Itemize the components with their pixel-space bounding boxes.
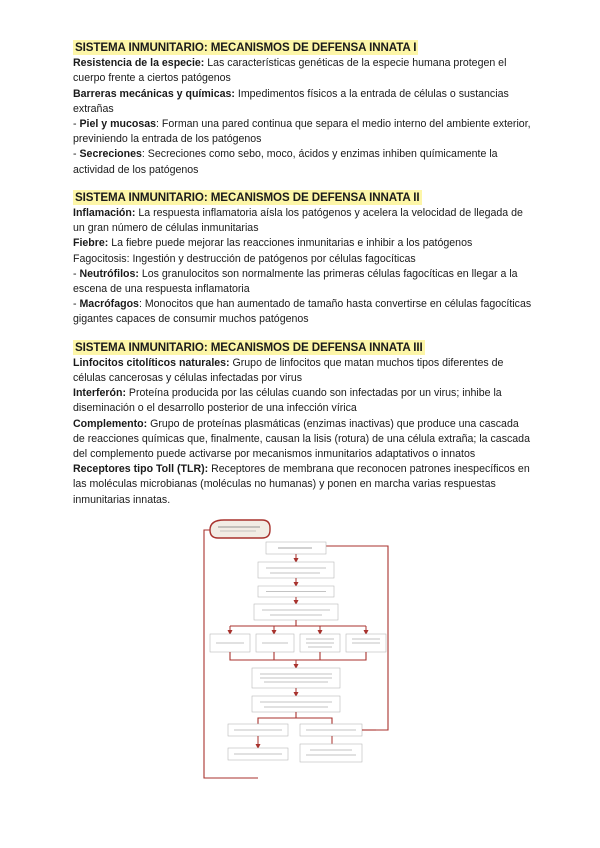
innate-response-flowchart [200,516,396,786]
paragraph: - Secreciones: Secreciones como sebo, moco, ácidos y enzimas inhiben químicamente la actividad de los patógenos [73,148,498,176]
document-body [73,40,533,520]
section-title: SISTEMA INMUNITARIO: MECANISMOS DE DEFENSA INNATA II [75,190,420,204]
paragraph: - Macrófagos: Monocitos que han aumentado de tamaño hasta convertirse en células fagocíticas gigantes capaces de consumir muchos patógenos [73,298,532,326]
paragraph [73,252,533,267]
definition: La fiebre puede mejorar las reacciones inmunitarias e inhibir a los patógenos [108,237,473,250]
feedback-loop-left [204,530,258,778]
flow-box-4 [254,604,338,620]
section-innate-defense-1 [73,40,533,178]
paragraph: - Piel y mucosas: Forman una pared continua que separa el medio interno del ambiente exterior, previniendo la entrada de los patógenos [73,118,531,146]
paragraph [73,87,533,117]
term: Fiebre: [73,237,109,250]
paragraph [73,462,533,508]
term: Interferón: [73,387,126,400]
definition: Impedimentos físicos a la entrada de células o sustancias extrañas [73,87,509,115]
flow-box-9b [300,744,362,762]
flowchart-header [210,520,270,538]
section-innate-defense-2 [73,190,533,328]
paragraph [73,356,533,386]
split-connector [258,712,332,724]
term: Complemento: [73,417,148,430]
term: Neutrófilos: [79,267,139,280]
term: Inflamación: [73,207,136,220]
term: Linfocitos citolíticos naturales: [73,356,230,369]
definition: La respuesta inflamatoria aísla los patógenos y acelera la velocidad de llegada de un gran número de células inmunitarias [73,207,523,235]
term: Secreciones [79,148,142,161]
definition: Grupo de proteínas plasmáticas (enzimas inactivas) que produce una cascada de reacciones químicas que, finalmente, causan la lisis (rotura) de una célula extraña; la cascada del complemento puede activarse por mecanismos inmunitarios adaptativos o innatos [73,417,530,461]
flow-box-7 [252,696,340,712]
definition: : Forman una pared continua que separa el medio interno del ambiente exterior, previniendo la entrada de los patógenos [73,118,531,146]
definition: Fagocitosis: Ingestión y destrucción de patógenos por células fagocíticas [73,252,416,265]
definition: Receptores de membrana que reconocen patrones inespecíficos en las moléculas microbianas (moléculas no humanas) y ponen en marcha varias respuestas inmunitarias innatas. [73,463,530,506]
term: Receptores tipo Toll (TLR): [73,463,209,476]
definition: : Monocitos que han aumentado de tamaño hasta convertirse en células fagocíticas gigantes capaces de consumir muchos patógenos [73,298,532,326]
paragraph: - Neutrófilos: Los granulocitos son normalmente las primeras células fagocíticas en llegar a la escena de una respuesta inflamatoria [73,267,518,296]
paragraph [73,206,533,236]
section-title: SISTEMA INMUNITARIO: MECANISMOS DE DEFENSA INNATA III [75,340,423,354]
paragraph [73,236,533,251]
definition: Las características genéticas de la especie humana protegen el cuerpo frente a ciertos patógenos [73,57,507,85]
term: Macrófagos [79,298,139,311]
paragraph [73,386,533,416]
term: Barreras mecánicas y químicas: [73,87,235,100]
flow-box-2 [258,562,334,578]
branch-connector [230,620,366,626]
merge-connector [230,652,366,660]
paragraph [73,56,533,86]
flowchart-svg [200,516,396,786]
definition: : Secreciones como sebo, moco, ácidos y enzimas inhiben químicamente la actividad de los patógenos [73,148,498,176]
term: Piel y mucosas [79,118,157,131]
definition: Grupo de linfocitos que matan muchos tipos diferentes de células cancerosas y células infectadas por virus [73,356,504,385]
section-innate-defense-3 [73,340,533,508]
paragraph [73,417,533,463]
term: Resistencia de la especie: [73,57,205,70]
definition: Proteína producida por las células cuando son infectadas por un virus; inhibe la diseminación o el desarrollo posterior de una infección vírica [73,387,502,415]
definition: Los granulocitos son normalmente las primeras células fagocíticas en llegar a la escena de una respuesta inflamatoria [73,267,518,296]
section-title: SISTEMA INMUNITARIO: MECANISMOS DE DEFENSA INNATA I [75,41,417,54]
